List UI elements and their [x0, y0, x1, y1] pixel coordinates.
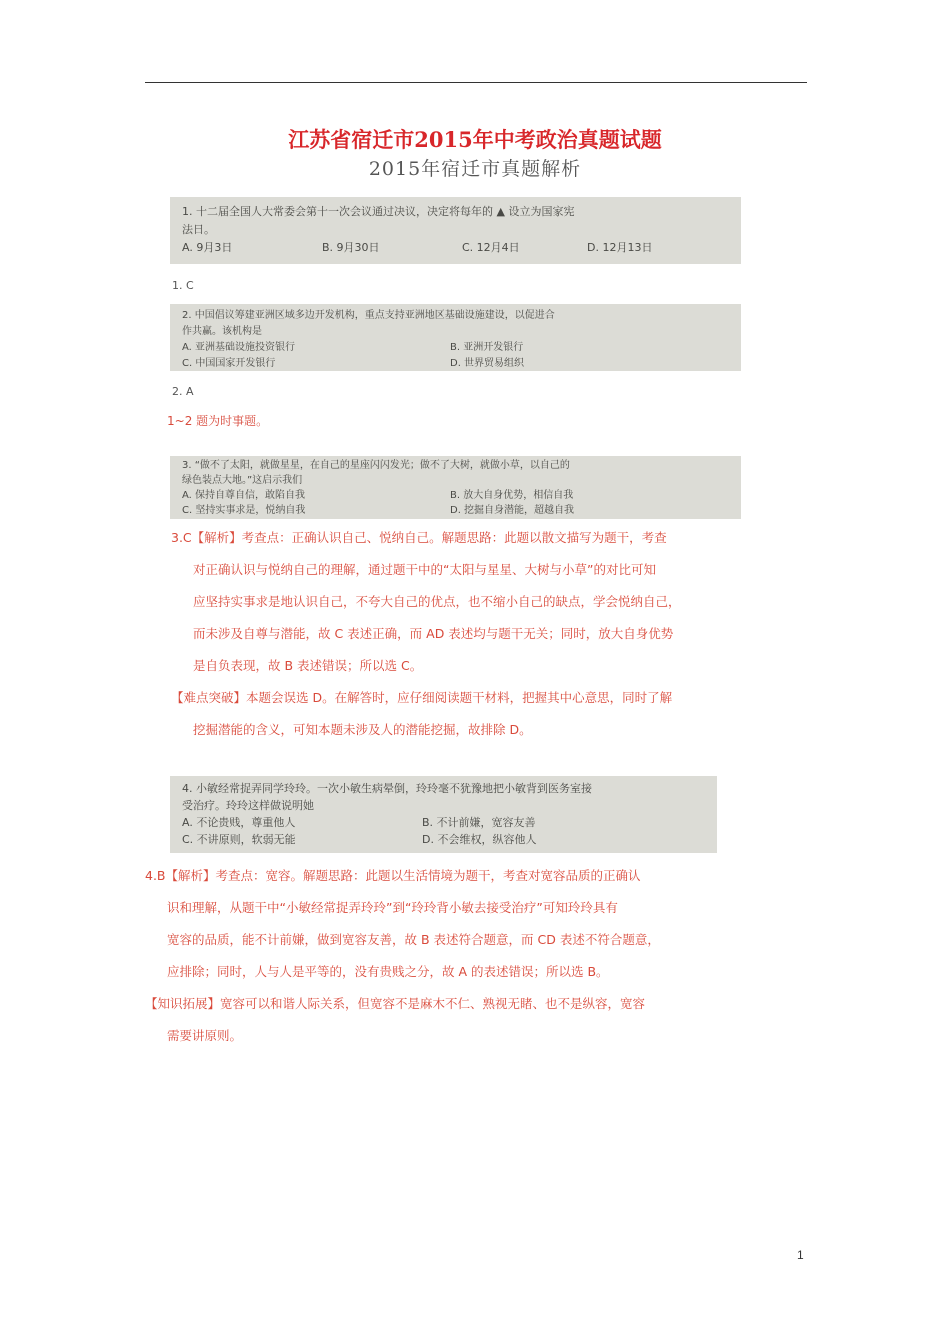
- page-number: 1: [797, 1248, 804, 1262]
- option-a: A. 9月3日: [182, 241, 233, 254]
- question-4-options-row2: [182, 831, 705, 848]
- analysis-3-line: 是自负表现，故 B 表述错误；所以选 C。: [193, 658, 423, 673]
- question-2-options-row1: [182, 340, 729, 356]
- analysis-3: [171, 522, 743, 746]
- option-c: C. 中国国家开发银行: [182, 358, 276, 369]
- header-rule: [145, 82, 807, 83]
- option-c: C. 不讲原则，软弱无能: [182, 833, 296, 846]
- option-b: B. 9月30日: [322, 241, 380, 254]
- option-b: B. 不计前嫌，宽容友善: [422, 816, 536, 829]
- option-a: A. 不论贵贱，尊重他人: [182, 816, 296, 829]
- question-3-options-row2: [182, 503, 729, 518]
- question-3-scan: [170, 456, 741, 519]
- option-d: D. 世界贸易组织: [450, 358, 525, 369]
- answer-2: 2. A: [172, 385, 194, 398]
- analysis-4-line: 识和理解，从题干中“小敏经常捉弄玲玲”到“玲玲背小敏去接受治疗”可知玲玲具有: [167, 900, 618, 915]
- option-c: C. 坚持实事求是，悦纳自我: [182, 505, 306, 516]
- answer-1: 1. C: [172, 279, 194, 292]
- question-1-stem-cont: 法日。: [182, 223, 215, 236]
- question-2-options-row2: [182, 356, 729, 372]
- question-3-options-row1: [182, 488, 729, 503]
- analysis-4: [145, 860, 735, 1052]
- option-b: B. 亚洲开发银行: [450, 342, 524, 353]
- note-current-affairs: 1~2 题为时事题。: [167, 414, 269, 428]
- question-2-stem-cont: 作共赢。该机构是: [182, 326, 262, 337]
- question-1-options: [182, 239, 729, 257]
- option-d: D. 12月13日: [587, 241, 653, 254]
- question-2-scan: [170, 304, 741, 371]
- document-title: 江苏省宿迁市2015年中考政治真题试题: [288, 127, 662, 152]
- analysis-4-line: 应排除；同时，人与人是平等的，没有贵贱之分，故 A 的表述错误；所以选 B。: [167, 964, 609, 979]
- analysis-4-tip: 【知识拓展】宽容可以和谐人际关系，但宽容不是麻木不仁、熟视无睹、也不是纵容，宽容: [145, 996, 646, 1011]
- option-b: B. 放大自身优势，相信自我: [450, 490, 574, 501]
- analysis-3-tip: 【难点突破】本题会误选 D。在解答时，应仔细阅读题干材料，把握其中心意思，同时了解: [171, 690, 673, 705]
- option-c: C. 12月4日: [462, 241, 520, 254]
- question-4-options-row1: [182, 814, 705, 831]
- analysis-3-line: 而未涉及自尊与潜能，故 C 表述正确，而 AD 表述均与题干无关；同时，放大自身优势: [193, 626, 674, 641]
- question-3-stem: 3. “做不了太阳，就做星星，在自己的星座闪闪发光；做不了大树，就做小草，以自己的: [182, 460, 570, 471]
- option-d: D. 不会维权，纵容他人: [422, 833, 537, 846]
- analysis-3-line: 对正确认识与悦纳自己的理解，通过题干中的“太阳与星星、大树与小草”的对比可知: [193, 562, 656, 577]
- analysis-4-line: 宽容的品质，能不计前嫌，做到宽容友善，故 B 表述符合题意，而 CD 表述不符合题意，: [167, 932, 660, 947]
- question-4-stem: 4. 小敏经常捉弄同学玲玲。一次小敏生病晕倒，玲玲毫不犹豫地把小敏背到医务室接: [182, 782, 592, 795]
- option-d: D. 挖掘自身潜能，超越自我: [450, 505, 575, 516]
- question-1-stem: 1. 十二届全国人大常委会第十一次会议通过决议，决定将每年的 ▲ 设立为国家宪: [182, 205, 575, 218]
- question-2-stem: 2. 中国倡议筹建亚洲区域多边开发机构，重点支持亚洲地区基础设施建设，以促进合: [182, 310, 555, 321]
- question-4-scan: [170, 776, 717, 853]
- analysis-4-tip: 需要讲原则。: [167, 1028, 243, 1043]
- question-1-scan: [170, 197, 741, 264]
- analysis-3-tip: 挖掘潜能的含义，可知本题未涉及人的潜能挖掘，故排除 D。: [193, 722, 532, 737]
- question-4-stem-cont: 受治疗。玲玲这样做说明她: [182, 799, 314, 812]
- question-3-stem-cont: 绿色装点大地。”这启示我们: [182, 475, 303, 486]
- analysis-3-line: 应坚持实事求是地认识自己，不夸大自己的优点，也不缩小自己的缺点，学会悦纳自己，: [193, 594, 681, 609]
- option-a: A. 保持自尊自信，敢陷自我: [182, 490, 306, 501]
- document-subtitle: 2015年宿迁市真题解析: [368, 158, 582, 180]
- option-a: A. 亚洲基础设施投资银行: [182, 342, 296, 353]
- analysis-4-line: 4.B【解析】考查点：宽容。解题思路：此题以生活情境为题干，考查对宽容品质的正确认: [145, 868, 641, 883]
- analysis-3-line: 3.C【解析】考查点：正确认识自己、悦纳自己。解题思路：此题以散文描写为题干，考查: [171, 530, 667, 545]
